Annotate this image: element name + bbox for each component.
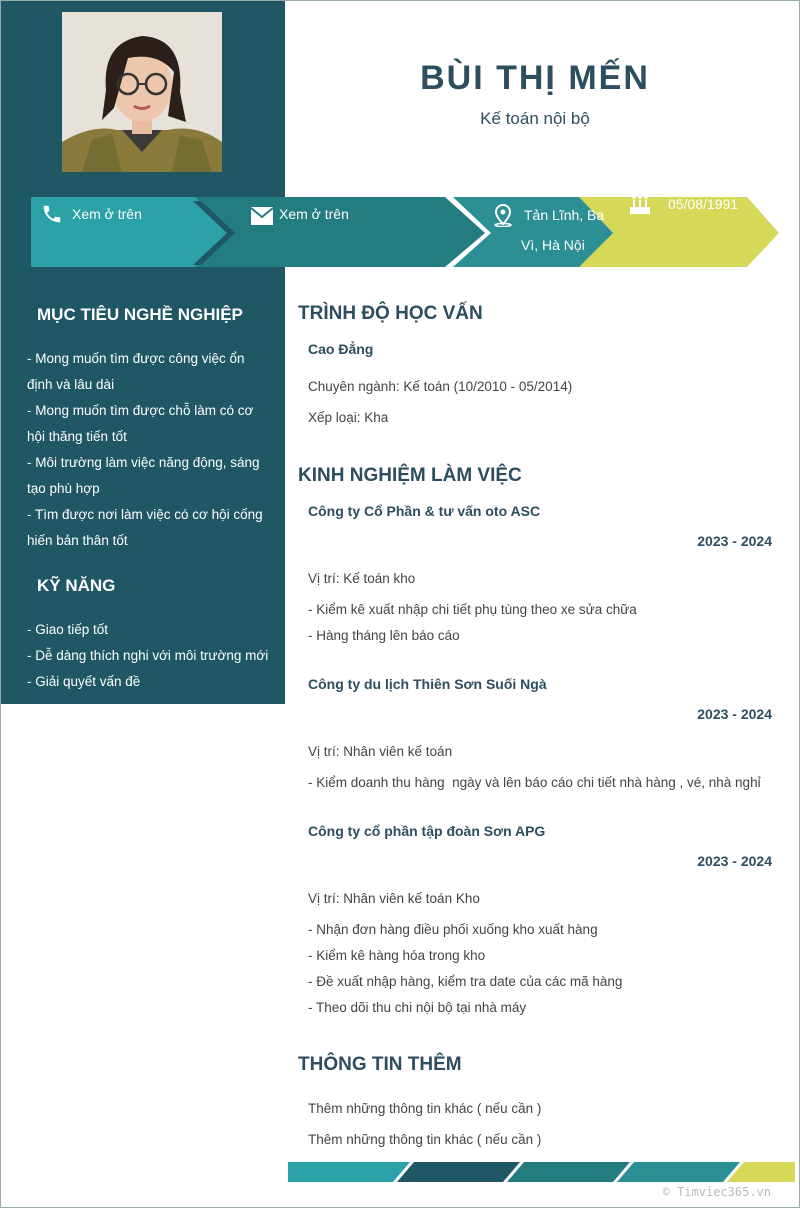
birthday-value: 05/08/1991 xyxy=(668,196,739,212)
job-years: 2023 - 2024 xyxy=(697,853,772,869)
list-item: định và lâu dài xyxy=(27,377,115,392)
education-school: Cao Đẳng xyxy=(308,341,374,357)
list-item: - Tìm được nơi làm việc có cơ hội cống xyxy=(27,507,263,522)
job-duty: - Kiểm kê xuất nhập chi tiết phụ tùng theo xe sửa chữa xyxy=(308,602,637,617)
list-item: hội thăng tiến tốt xyxy=(27,429,127,444)
education-major: Chuyên ngành: Kế toán (10/2010 - 05/2014) xyxy=(308,379,573,394)
job-company: Công ty Cổ Phần & tư vấn oto ASC xyxy=(308,503,541,519)
mail-icon xyxy=(251,207,273,230)
job-company: Công ty du lịch Thiên Sơn Suối Ngà xyxy=(308,676,547,692)
list-item: - Mong muốn tìm được chỗ làm có cơ xyxy=(27,403,254,418)
candidate-name: BÙI THỊ MẾN xyxy=(420,59,650,97)
job-duty: - Kiểm kê hàng hóa trong kho xyxy=(308,948,486,963)
phone-icon xyxy=(41,203,63,230)
birthday-cake-icon xyxy=(629,195,651,220)
list-item: - Giao tiếp tốt xyxy=(27,622,109,637)
email-value: Xem ở trên xyxy=(279,206,349,222)
job-duty: - Đề xuất nhập hàng, kiểm tra date của các mã hàng xyxy=(308,974,623,989)
list-item: - Giải quyết vấn đề xyxy=(27,674,141,689)
job-years: 2023 - 2024 xyxy=(697,533,772,549)
job-company: Công ty cổ phần tập đoàn Sơn APG xyxy=(308,823,546,839)
education-grade: Xếp loại: Kha xyxy=(308,410,389,425)
address-line1: Tản Lĩnh, Ba xyxy=(524,207,605,223)
footer-stripe xyxy=(288,1162,795,1182)
job-position: Vị trí: Kế toán kho xyxy=(308,571,416,586)
experience-heading: KINH NGHIỆM LÀM VIỆC xyxy=(298,465,522,486)
job-position: Vị trí: Nhân viên kế toán xyxy=(308,744,453,759)
skills-list xyxy=(27,617,279,695)
job-duty: - Hàng tháng lên báo cáo xyxy=(308,628,460,643)
job-title: Kế toán nội bộ xyxy=(480,109,590,128)
skills-heading: KỸ NĂNG xyxy=(37,576,116,595)
list-item: - Mong muốn tìm được công việc ổn xyxy=(27,351,245,366)
location-pin-icon xyxy=(491,203,515,232)
list-item: - Môi trường làm việc năng động, sáng xyxy=(27,455,260,470)
extra-line: Thêm những thông tin khác ( nếu cần ) xyxy=(308,1132,542,1147)
phone-value: Xem ở trên xyxy=(72,206,142,222)
contact-bar xyxy=(1,195,800,269)
address-line2: Vì, Hà Nội xyxy=(521,237,585,253)
copyright-text: © Timviec365.vn xyxy=(662,1185,771,1199)
profile-photo xyxy=(62,12,222,172)
objective-heading: MỤC TIÊU NGHỀ NGHIỆP xyxy=(37,305,243,324)
job-duty: - Theo dõi thu chi nội bộ tại nhà máy xyxy=(308,1000,527,1015)
job-years: 2023 - 2024 xyxy=(697,706,772,722)
list-item: - Dễ dàng thích nghi với môi trường mới xyxy=(27,648,269,663)
job-duty: - Nhận đơn hàng điều phối xuống kho xuất hàng xyxy=(308,922,598,937)
extra-line: Thêm những thông tin khác ( nếu cần ) xyxy=(308,1101,542,1116)
education-heading: TRÌNH ĐỘ HỌC VẤN xyxy=(298,303,483,324)
extra-heading: THÔNG TIN THÊM xyxy=(298,1054,462,1075)
job-position: Vị trí: Nhân viên kế toán Kho xyxy=(308,891,480,906)
list-item: hiến bản thân tốt xyxy=(27,533,128,548)
list-item: tạo phù hợp xyxy=(27,481,100,496)
objective-list xyxy=(27,346,279,554)
job-duty: - Kiểm doanh thu hàng ngày và lên báo cáo chi tiết nhà hàng , vé, nhà nghỉ xyxy=(308,775,761,790)
